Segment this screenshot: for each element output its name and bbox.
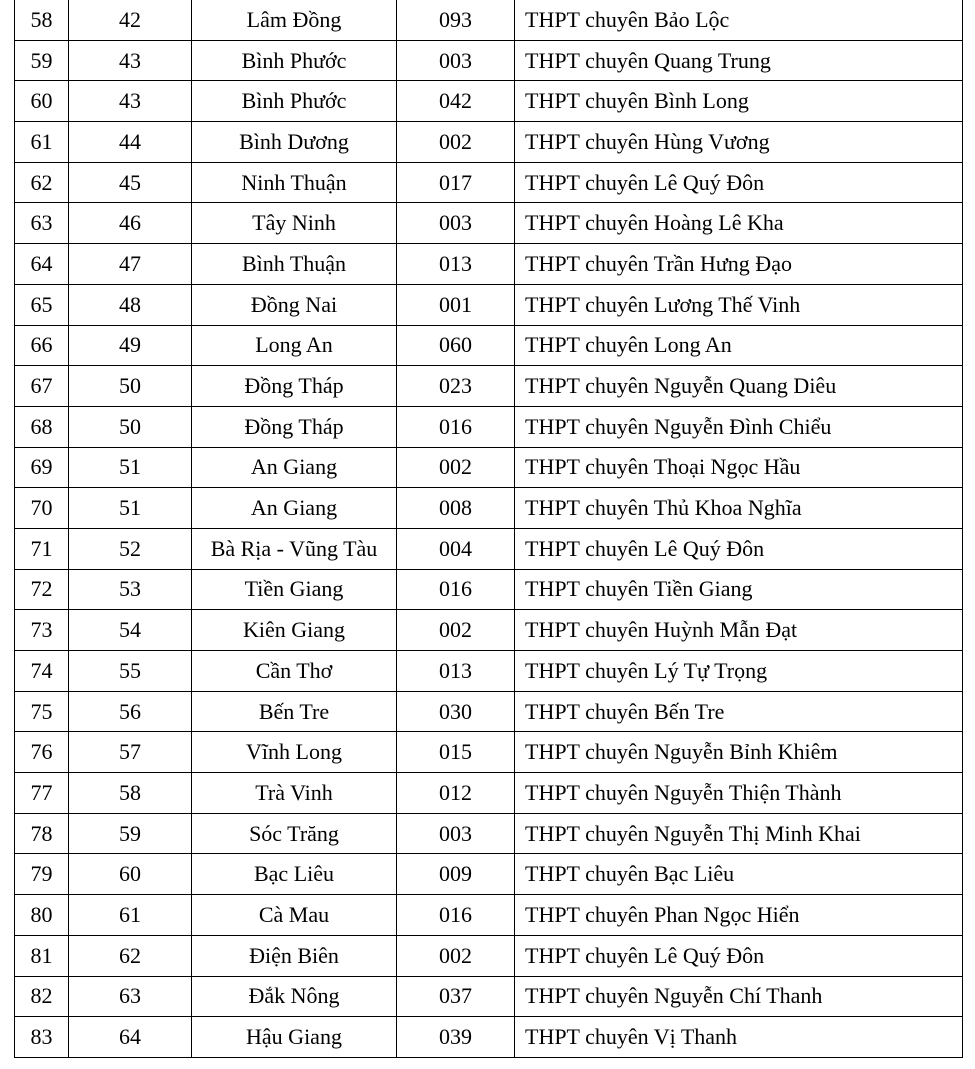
- row-number-cell: 67: [15, 366, 69, 407]
- table-row: [15, 813, 963, 854]
- province-name-cell: Đồng Tháp: [192, 406, 397, 447]
- province-name-cell: Bến Tre: [192, 691, 397, 732]
- school-code-cell: 093: [397, 0, 515, 40]
- table-row: [15, 854, 963, 895]
- table-row: [15, 366, 963, 407]
- province-code-cell: 64: [69, 1017, 192, 1058]
- schools-table-body: [15, 0, 963, 1057]
- province-code-cell: 59: [69, 813, 192, 854]
- row-number-cell: 74: [15, 651, 69, 692]
- table-row: [15, 610, 963, 651]
- school-name-cell: THPT chuyên Bảo Lộc: [515, 0, 963, 40]
- school-code-cell: 016: [397, 895, 515, 936]
- school-name-cell: THPT chuyên Lê Quý Đôn: [515, 528, 963, 569]
- province-name-cell: Bà Rịa - Vũng Tàu: [192, 528, 397, 569]
- province-code-cell: 43: [69, 40, 192, 81]
- row-number-cell: 82: [15, 976, 69, 1017]
- province-code-cell: 58: [69, 773, 192, 814]
- province-name-cell: Bình Phước: [192, 81, 397, 122]
- school-name-cell: THPT chuyên Lương Thế Vinh: [515, 284, 963, 325]
- school-name-cell: THPT chuyên Hùng Vương: [515, 122, 963, 163]
- table-row: [15, 935, 963, 976]
- school-code-cell: 002: [397, 122, 515, 163]
- row-number-cell: 59: [15, 40, 69, 81]
- schools-table-container: [14, 0, 963, 1058]
- province-code-cell: 61: [69, 895, 192, 936]
- school-code-cell: 001: [397, 284, 515, 325]
- table-row: [15, 40, 963, 81]
- schools-table: [14, 0, 963, 1058]
- table-row: [15, 0, 963, 40]
- province-name-cell: Lâm Đồng: [192, 0, 397, 40]
- school-name-cell: THPT chuyên Nguyễn Đình Chiểu: [515, 406, 963, 447]
- province-name-cell: Hậu Giang: [192, 1017, 397, 1058]
- row-number-cell: 73: [15, 610, 69, 651]
- school-name-cell: THPT chuyên Huỳnh Mẫn Đạt: [515, 610, 963, 651]
- school-code-cell: 002: [397, 447, 515, 488]
- school-name-cell: THPT chuyên Nguyễn Bỉnh Khiêm: [515, 732, 963, 773]
- row-number-cell: 61: [15, 122, 69, 163]
- table-row: [15, 488, 963, 529]
- school-code-cell: 004: [397, 528, 515, 569]
- table-row: [15, 284, 963, 325]
- province-code-cell: 48: [69, 284, 192, 325]
- row-number-cell: 80: [15, 895, 69, 936]
- school-code-cell: 039: [397, 1017, 515, 1058]
- province-name-cell: Đồng Tháp: [192, 366, 397, 407]
- province-name-cell: Sóc Trăng: [192, 813, 397, 854]
- row-number-cell: 63: [15, 203, 69, 244]
- table-row: [15, 81, 963, 122]
- table-row: [15, 976, 963, 1017]
- school-code-cell: 016: [397, 406, 515, 447]
- table-row: [15, 895, 963, 936]
- province-code-cell: 52: [69, 528, 192, 569]
- school-code-cell: 015: [397, 732, 515, 773]
- province-name-cell: Trà Vinh: [192, 773, 397, 814]
- school-name-cell: THPT chuyên Tiền Giang: [515, 569, 963, 610]
- school-name-cell: THPT chuyên Thoại Ngọc Hầu: [515, 447, 963, 488]
- school-name-cell: THPT chuyên Long An: [515, 325, 963, 366]
- school-code-cell: 023: [397, 366, 515, 407]
- province-code-cell: 51: [69, 447, 192, 488]
- school-code-cell: 016: [397, 569, 515, 610]
- province-code-cell: 47: [69, 244, 192, 285]
- school-name-cell: THPT chuyên Thủ Khoa Nghĩa: [515, 488, 963, 529]
- province-name-cell: Ninh Thuận: [192, 162, 397, 203]
- row-number-cell: 77: [15, 773, 69, 814]
- school-name-cell: THPT chuyên Nguyễn Thị Minh Khai: [515, 813, 963, 854]
- province-code-cell: 51: [69, 488, 192, 529]
- table-row: [15, 406, 963, 447]
- school-code-cell: 009: [397, 854, 515, 895]
- province-name-cell: Kiên Giang: [192, 610, 397, 651]
- school-name-cell: THPT chuyên Hoàng Lê Kha: [515, 203, 963, 244]
- row-number-cell: 65: [15, 284, 69, 325]
- province-name-cell: Bạc Liêu: [192, 854, 397, 895]
- province-code-cell: 49: [69, 325, 192, 366]
- table-row: [15, 122, 963, 163]
- school-name-cell: THPT chuyên Lê Quý Đôn: [515, 935, 963, 976]
- province-name-cell: Bình Phước: [192, 40, 397, 81]
- school-name-cell: THPT chuyên Trần Hưng Đạo: [515, 244, 963, 285]
- school-name-cell: THPT chuyên Bình Long: [515, 81, 963, 122]
- school-code-cell: 017: [397, 162, 515, 203]
- school-name-cell: THPT chuyên Nguyễn Quang Diêu: [515, 366, 963, 407]
- table-row: [15, 244, 963, 285]
- province-code-cell: 63: [69, 976, 192, 1017]
- school-name-cell: THPT chuyên Bến Tre: [515, 691, 963, 732]
- province-code-cell: 46: [69, 203, 192, 244]
- province-code-cell: 43: [69, 81, 192, 122]
- table-row: [15, 203, 963, 244]
- row-number-cell: 79: [15, 854, 69, 895]
- row-number-cell: 62: [15, 162, 69, 203]
- row-number-cell: 68: [15, 406, 69, 447]
- row-number-cell: 60: [15, 81, 69, 122]
- school-name-cell: THPT chuyên Phan Ngọc Hiển: [515, 895, 963, 936]
- row-number-cell: 58: [15, 0, 69, 40]
- table-row: [15, 162, 963, 203]
- province-code-cell: 42: [69, 0, 192, 40]
- row-number-cell: 72: [15, 569, 69, 610]
- province-code-cell: 57: [69, 732, 192, 773]
- province-name-cell: An Giang: [192, 447, 397, 488]
- school-code-cell: 003: [397, 40, 515, 81]
- school-code-cell: 003: [397, 813, 515, 854]
- province-code-cell: 60: [69, 854, 192, 895]
- province-code-cell: 50: [69, 366, 192, 407]
- province-code-cell: 44: [69, 122, 192, 163]
- province-code-cell: 54: [69, 610, 192, 651]
- row-number-cell: 81: [15, 935, 69, 976]
- school-code-cell: 002: [397, 610, 515, 651]
- school-code-cell: 012: [397, 773, 515, 814]
- school-code-cell: 003: [397, 203, 515, 244]
- province-name-cell: Đắk Nông: [192, 976, 397, 1017]
- row-number-cell: 64: [15, 244, 69, 285]
- school-code-cell: 037: [397, 976, 515, 1017]
- table-row: [15, 773, 963, 814]
- province-code-cell: 45: [69, 162, 192, 203]
- school-code-cell: 042: [397, 81, 515, 122]
- school-name-cell: THPT chuyên Quang Trung: [515, 40, 963, 81]
- table-row: [15, 651, 963, 692]
- table-row: [15, 1017, 963, 1058]
- province-name-cell: Cà Mau: [192, 895, 397, 936]
- province-name-cell: Tiền Giang: [192, 569, 397, 610]
- row-number-cell: 69: [15, 447, 69, 488]
- table-row: [15, 732, 963, 773]
- row-number-cell: 78: [15, 813, 69, 854]
- province-code-cell: 62: [69, 935, 192, 976]
- school-code-cell: 013: [397, 651, 515, 692]
- school-code-cell: 060: [397, 325, 515, 366]
- province-name-cell: Cần Thơ: [192, 651, 397, 692]
- school-name-cell: THPT chuyên Lê Quý Đôn: [515, 162, 963, 203]
- school-name-cell: THPT chuyên Lý Tự Trọng: [515, 651, 963, 692]
- table-row: [15, 528, 963, 569]
- table-row: [15, 325, 963, 366]
- province-name-cell: An Giang: [192, 488, 397, 529]
- province-code-cell: 53: [69, 569, 192, 610]
- row-number-cell: 70: [15, 488, 69, 529]
- province-name-cell: Bình Dương: [192, 122, 397, 163]
- school-code-cell: 013: [397, 244, 515, 285]
- province-code-cell: 50: [69, 406, 192, 447]
- row-number-cell: 75: [15, 691, 69, 732]
- table-row: [15, 691, 963, 732]
- province-code-cell: 55: [69, 651, 192, 692]
- province-code-cell: 56: [69, 691, 192, 732]
- school-name-cell: THPT chuyên Nguyễn Chí Thanh: [515, 976, 963, 1017]
- row-number-cell: 83: [15, 1017, 69, 1058]
- school-name-cell: THPT chuyên Bạc Liêu: [515, 854, 963, 895]
- school-code-cell: 008: [397, 488, 515, 529]
- row-number-cell: 76: [15, 732, 69, 773]
- province-name-cell: Vĩnh Long: [192, 732, 397, 773]
- school-code-cell: 030: [397, 691, 515, 732]
- province-name-cell: Bình Thuận: [192, 244, 397, 285]
- table-row: [15, 569, 963, 610]
- province-name-cell: Tây Ninh: [192, 203, 397, 244]
- row-number-cell: 71: [15, 528, 69, 569]
- school-code-cell: 002: [397, 935, 515, 976]
- school-name-cell: THPT chuyên Nguyễn Thiện Thành: [515, 773, 963, 814]
- province-name-cell: Điện Biên: [192, 935, 397, 976]
- row-number-cell: 66: [15, 325, 69, 366]
- province-name-cell: Long An: [192, 325, 397, 366]
- province-name-cell: Đồng Nai: [192, 284, 397, 325]
- table-row: [15, 447, 963, 488]
- school-name-cell: THPT chuyên Vị Thanh: [515, 1017, 963, 1058]
